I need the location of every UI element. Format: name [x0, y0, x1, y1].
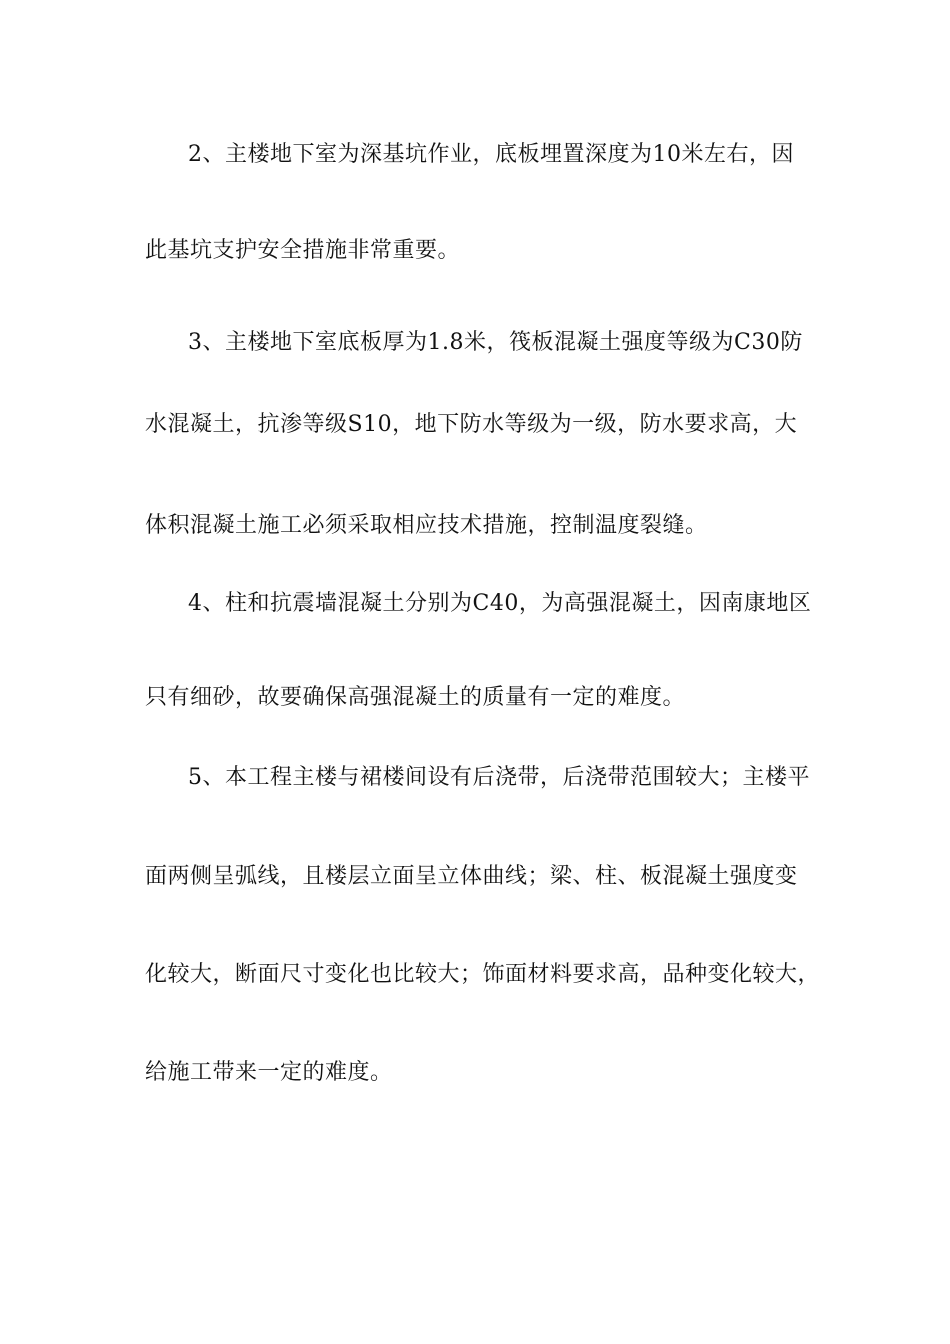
text-line: 水混凝土，抗渗等级S10，地下防水等级为一级，防水要求高，大	[145, 412, 798, 437]
text-line: 面两侧呈弧线，且楼层立面呈立体曲线；梁、柱、板混凝土强度变	[145, 864, 798, 889]
text-line: 给施工带来一定的难度。	[145, 1060, 393, 1085]
text-line: 2、主楼地下室为深基坑作业，底板埋置深度为10米左右，因	[188, 142, 794, 167]
text-line: 此基坑支护安全措施非常重要。	[145, 238, 461, 263]
text-line: 5、本工程主楼与裙楼间设有后浇带，后浇带范围较大；主楼平	[188, 765, 810, 790]
text-line: 4、柱和抗震墙混凝土分别为C40，为高强混凝土，因南康地区	[188, 591, 812, 616]
text-line: 化较大，断面尺寸变化也比较大；饰面材料要求高，品种变化较大，	[145, 962, 821, 987]
text-line: 3、主楼地下室底板厚为1.8米，筏板混凝土强度等级为C30防	[188, 330, 803, 355]
text-line: 体积混凝土施工必须采取相应技术措施，控制温度裂缝。	[145, 513, 708, 538]
text-line: 只有细砂，故要确保高强混凝土的质量有一定的难度。	[145, 685, 686, 710]
